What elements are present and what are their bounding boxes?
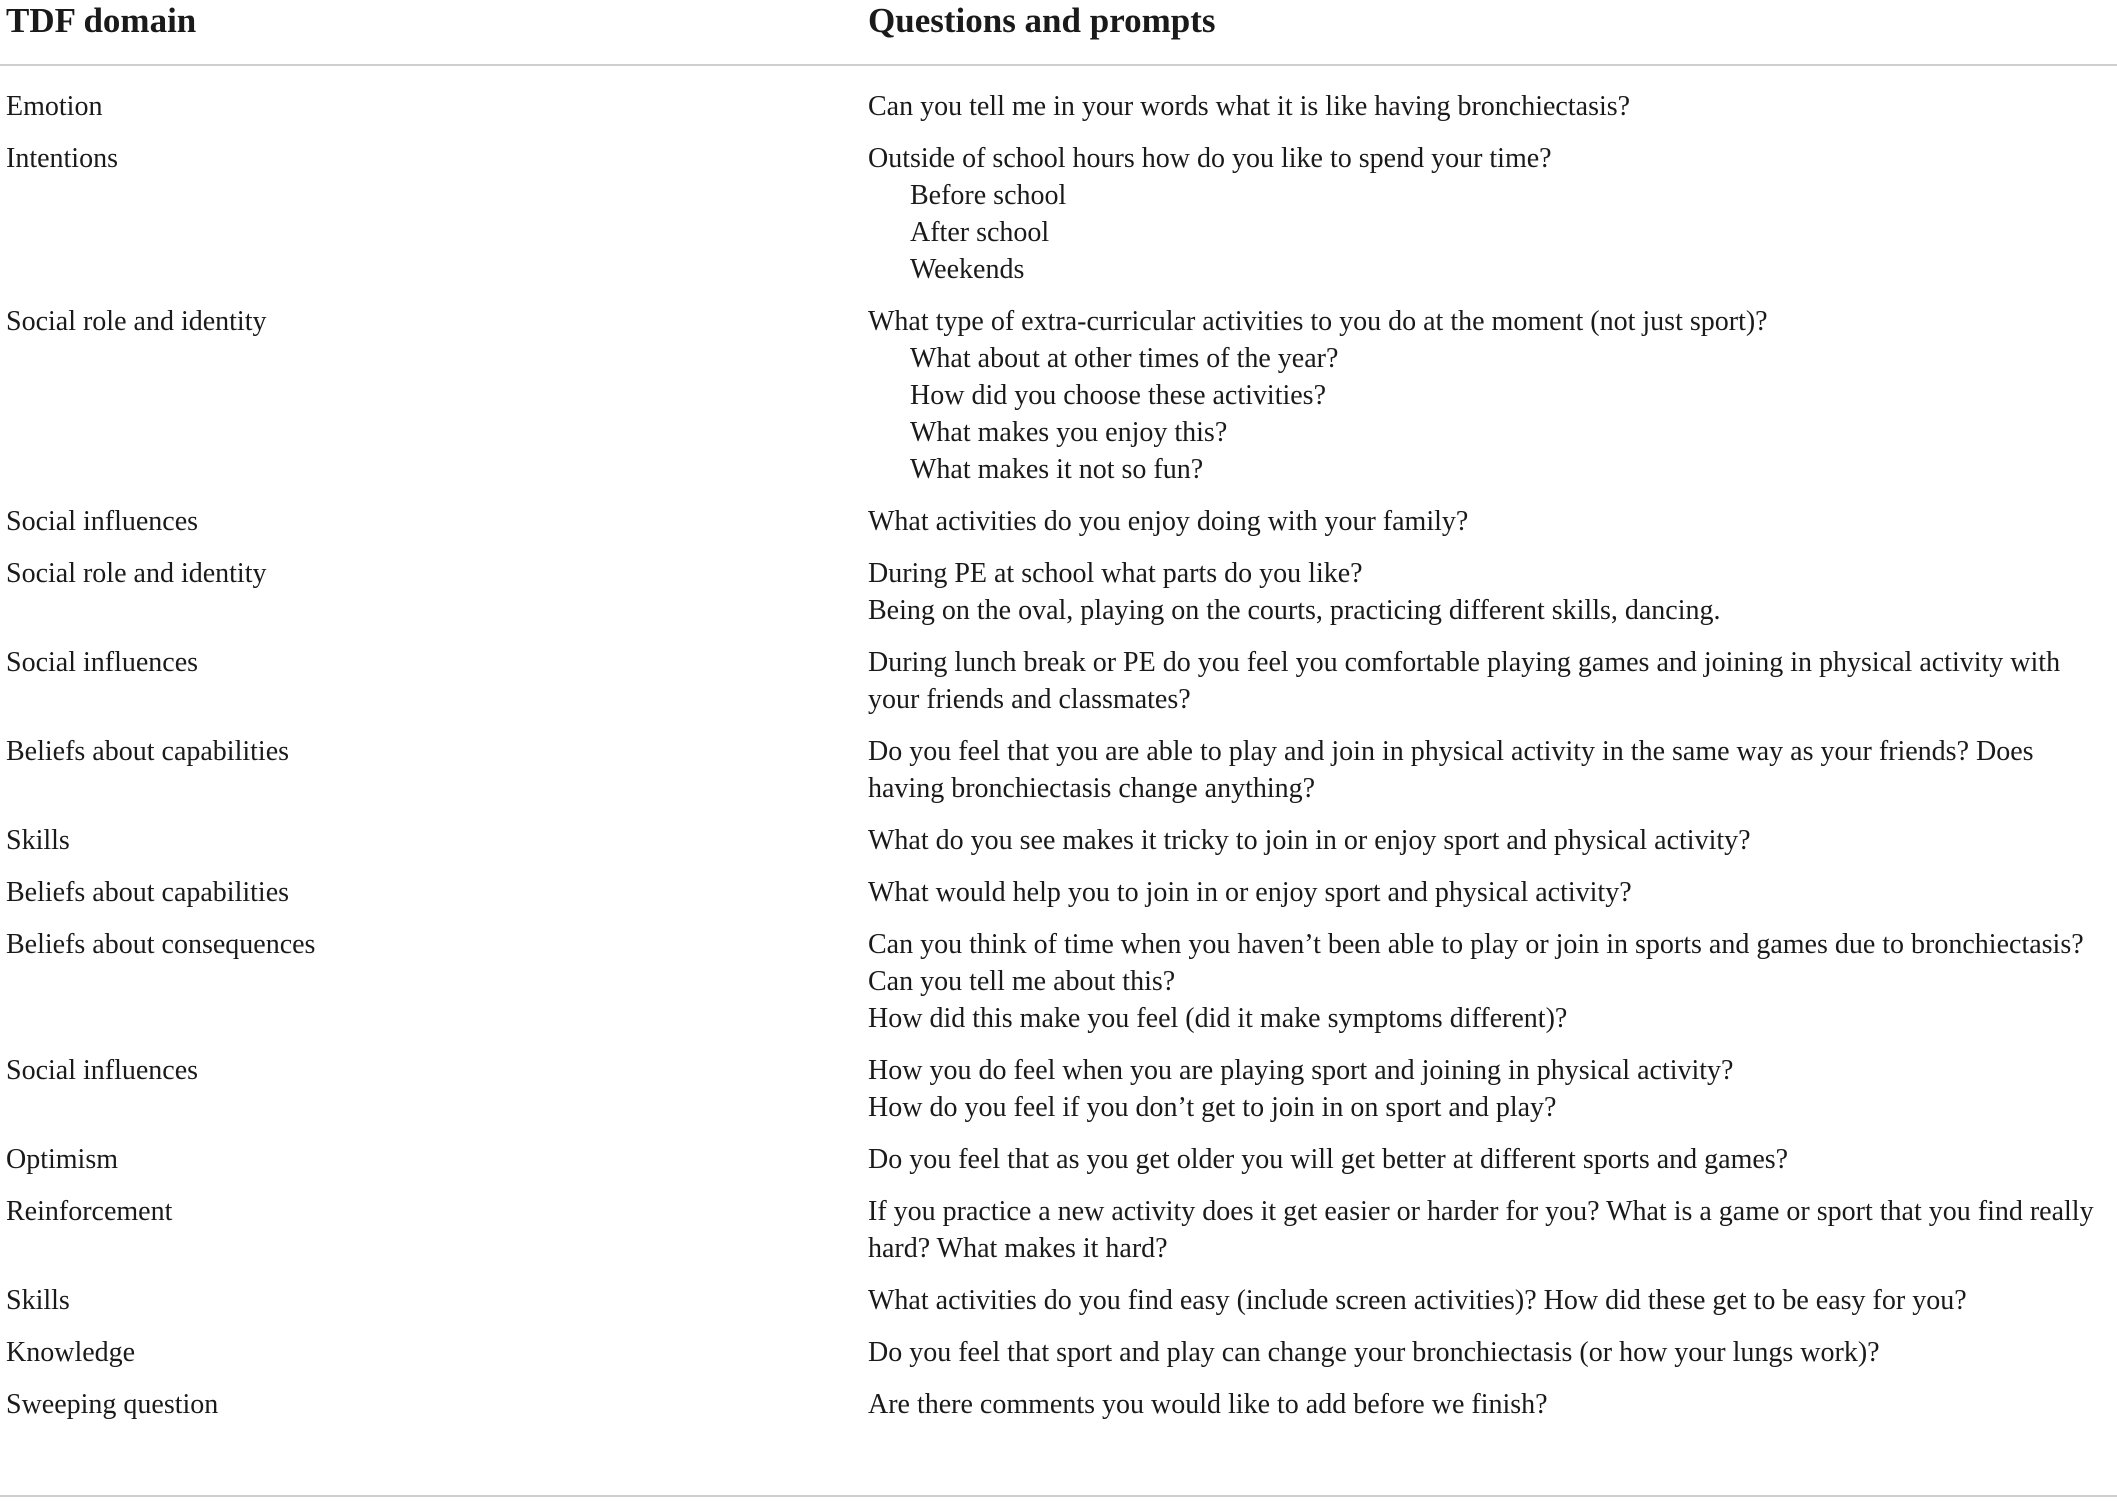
question-cell	[868, 1334, 2108, 1371]
sub-prompt: How did you choose these activities?	[910, 380, 1327, 411]
sub-prompt: Weekends	[910, 254, 1025, 285]
question-text: Are there comments you would like to add before we finish?	[868, 1389, 1548, 1420]
table-body	[0, 88, 2117, 1438]
table-bottom-rule	[0, 1495, 2117, 1497]
question-cell	[868, 1141, 2108, 1178]
table-row	[0, 1386, 2117, 1423]
question-text: What activities do you find easy (include screen activities)? How did these get to be easy for you?	[868, 1285, 1967, 1316]
question-text: How do you feel if you don’t get to join in on sport and play?	[868, 1092, 1557, 1123]
domain-cell: Social role and identity	[6, 306, 267, 337]
domain-cell: Skills	[6, 1285, 70, 1316]
question-cell	[868, 555, 2108, 629]
sub-prompt: What about at other times of the year?	[910, 343, 1339, 374]
domain-cell: Social influences	[6, 1055, 199, 1086]
question-text: How did this make you feel (did it make symptoms different)?	[868, 1003, 1568, 1034]
question-text: What activities do you enjoy doing with your family?	[868, 506, 1469, 537]
table-row	[0, 644, 2117, 718]
domain-cell: Social influences	[6, 647, 199, 678]
domain-cell: Sweeping question	[6, 1389, 219, 1420]
domain-cell: Skills	[6, 825, 70, 856]
question-text: What do you see makes it tricky to join in or enjoy sport and physical activity?	[868, 825, 1751, 856]
header-questions-prompts: Questions and prompts	[868, 1, 1216, 40]
table-row	[0, 1282, 2117, 1319]
domain-cell: Emotion	[6, 91, 103, 122]
table-row	[0, 555, 2117, 629]
question-cell	[868, 88, 2108, 125]
domain-cell: Beliefs about capabilities	[6, 877, 290, 908]
table-row	[0, 1193, 2117, 1267]
table-row	[0, 503, 2117, 540]
question-text: Can you tell me about this?	[868, 966, 1176, 997]
question-text: Do you feel that sport and play can change your bronchiectasis (or how your lungs work)?	[868, 1337, 1880, 1368]
question-text: Do you feel that you are able to play and join in physical activity in the same way as your friends? Does having bronchiectasis change anything?	[868, 736, 2034, 804]
question-text: What would help you to join in or enjoy sport and physical activity?	[868, 877, 1632, 908]
question-text: Being on the oval, playing on the courts, practicing different skills, dancing.	[868, 595, 1721, 626]
question-cell	[868, 1386, 2108, 1423]
question-text: If you practice a new activity does it get easier or harder for you? What is a game or sport that you find really hard? What makes it hard?	[868, 1196, 2094, 1264]
question-cell	[868, 822, 2108, 859]
table-row	[0, 1141, 2117, 1178]
domain-cell: Optimism	[6, 1144, 119, 1175]
domain-cell: Beliefs about capabilities	[6, 736, 290, 767]
table-row	[0, 926, 2117, 1037]
question-cell	[868, 733, 2108, 807]
sub-prompt: After school	[910, 217, 1050, 248]
question-cell	[868, 926, 2108, 1037]
question-text: How you do feel when you are playing sport and joining in physical activity?	[868, 1055, 1734, 1086]
sub-prompt: What makes you enjoy this?	[910, 417, 1228, 448]
table-row	[0, 88, 2117, 125]
domain-cell: Knowledge	[6, 1337, 136, 1368]
question-cell	[868, 644, 2108, 718]
question-text: During PE at school what parts do you like?	[868, 558, 1363, 589]
question-cell	[868, 303, 2108, 488]
domain-cell: Reinforcement	[6, 1196, 173, 1227]
question-cell	[868, 1052, 2108, 1126]
table-header	[0, 0, 2117, 66]
domain-cell: Beliefs about consequences	[6, 929, 316, 960]
table-row	[0, 874, 2117, 911]
question-cell	[868, 503, 2108, 540]
table-row	[0, 140, 2117, 288]
question-text: Can you think of time when you haven’t been able to play or join in sports and games due to bronchiectasis?	[868, 929, 2084, 960]
question-text: During lunch break or PE do you feel you comfortable playing games and joining in physical activity with your friends and classmates?	[868, 647, 2061, 715]
sub-prompt: What makes it not so fun?	[910, 454, 1204, 485]
table-row	[0, 1334, 2117, 1371]
header-tdf-domain: TDF domain	[6, 1, 197, 40]
domain-cell: Social influences	[6, 506, 199, 537]
domain-cell: Social role and identity	[6, 558, 267, 589]
question-cell	[868, 1282, 2108, 1319]
question-text: Do you feel that as you get older you will get better at different sports and games?	[868, 1144, 1789, 1175]
question-text: Can you tell me in your words what it is like having bronchiectasis?	[868, 91, 1631, 122]
domain-cell: Intentions	[6, 143, 118, 174]
question-cell	[868, 1193, 2108, 1267]
table-row	[0, 303, 2117, 488]
question-text: What type of extra-curricular activities to you do at the moment (not just sport)?	[868, 306, 1768, 337]
question-cell	[868, 140, 2108, 288]
table-row	[0, 733, 2117, 807]
sub-prompt: Before school	[910, 180, 1067, 211]
question-cell	[868, 874, 2108, 911]
table-row	[0, 822, 2117, 859]
question-text: Outside of school hours how do you like to spend your time?	[868, 143, 1552, 174]
table-row	[0, 1052, 2117, 1126]
